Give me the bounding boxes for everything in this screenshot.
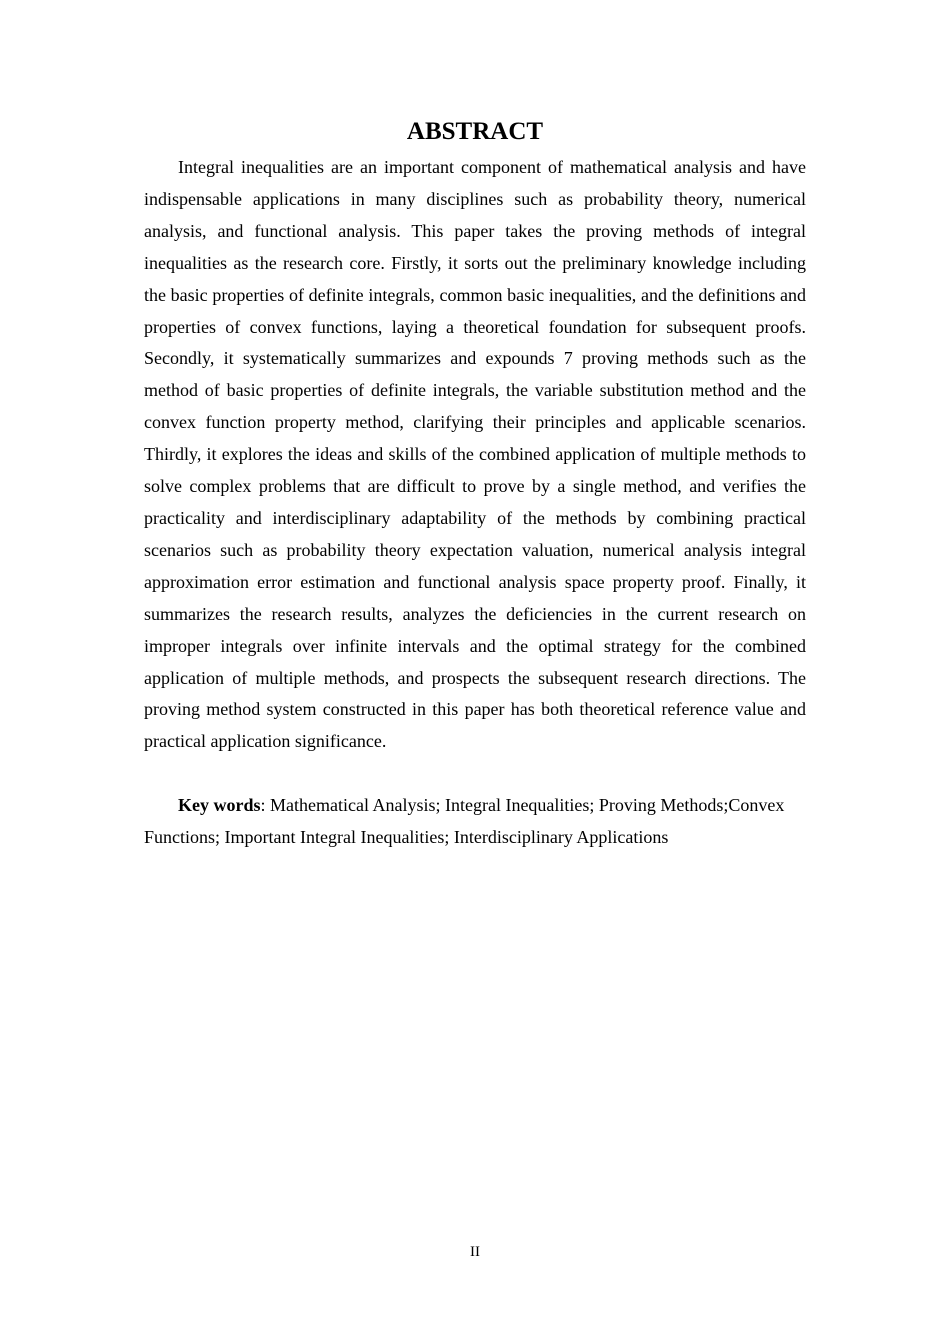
page-content	[144, 112, 806, 854]
keywords-separator: :	[260, 795, 271, 816]
keywords-text: Mathematical Analysis; Integral Inequalities; Proving Methods;Convex Functions; Important Integral Inequalities; Interdisciplinary Applications	[144, 795, 785, 848]
abstract-body: Integral inequalities are an important component of mathematical analysis and have indispensable applications in many disciplines such as probability theory, numerical analysis, and functional analysis. This paper takes the proving methods of integral inequalities as the research core. Firstly, it sorts out the preliminary knowledge including the basic properties of definite integrals, common basic inequalities, and the definitions and properties of convex functions, laying a theoretical foundation for subsequent proofs. Secondly, it systematically summarizes and expounds 7 proving methods such as the method of basic properties of definite integrals, the variable substitution method and the convex function property method, clarifying their principles and applicable scenarios. Thirdly, it explores the ideas and skills of the combined application of multiple methods to solve complex problems that are difficult to prove by a single method, and verifies the practicality and interdisciplinary adaptability of the methods by combining practical scenarios such as probability theory expectation valuation, numerical analysis integral approximation error estimation and functional analysis space property proof. Finally, it summarizes the research results, analyzes the deficiencies in the current research on improper integrals over infinite intervals and the optimal strategy for the combined application of multiple methods, and prospects the subsequent research directions. The proving method system constructed in this paper has both theoretical reference value and practical application significance.	[144, 157, 806, 752]
page-number: II	[470, 1244, 480, 1260]
keywords-paragraph	[144, 790, 806, 854]
keywords-label: Key words	[178, 795, 261, 816]
abstract-title: ABSTRACT	[406, 118, 544, 145]
